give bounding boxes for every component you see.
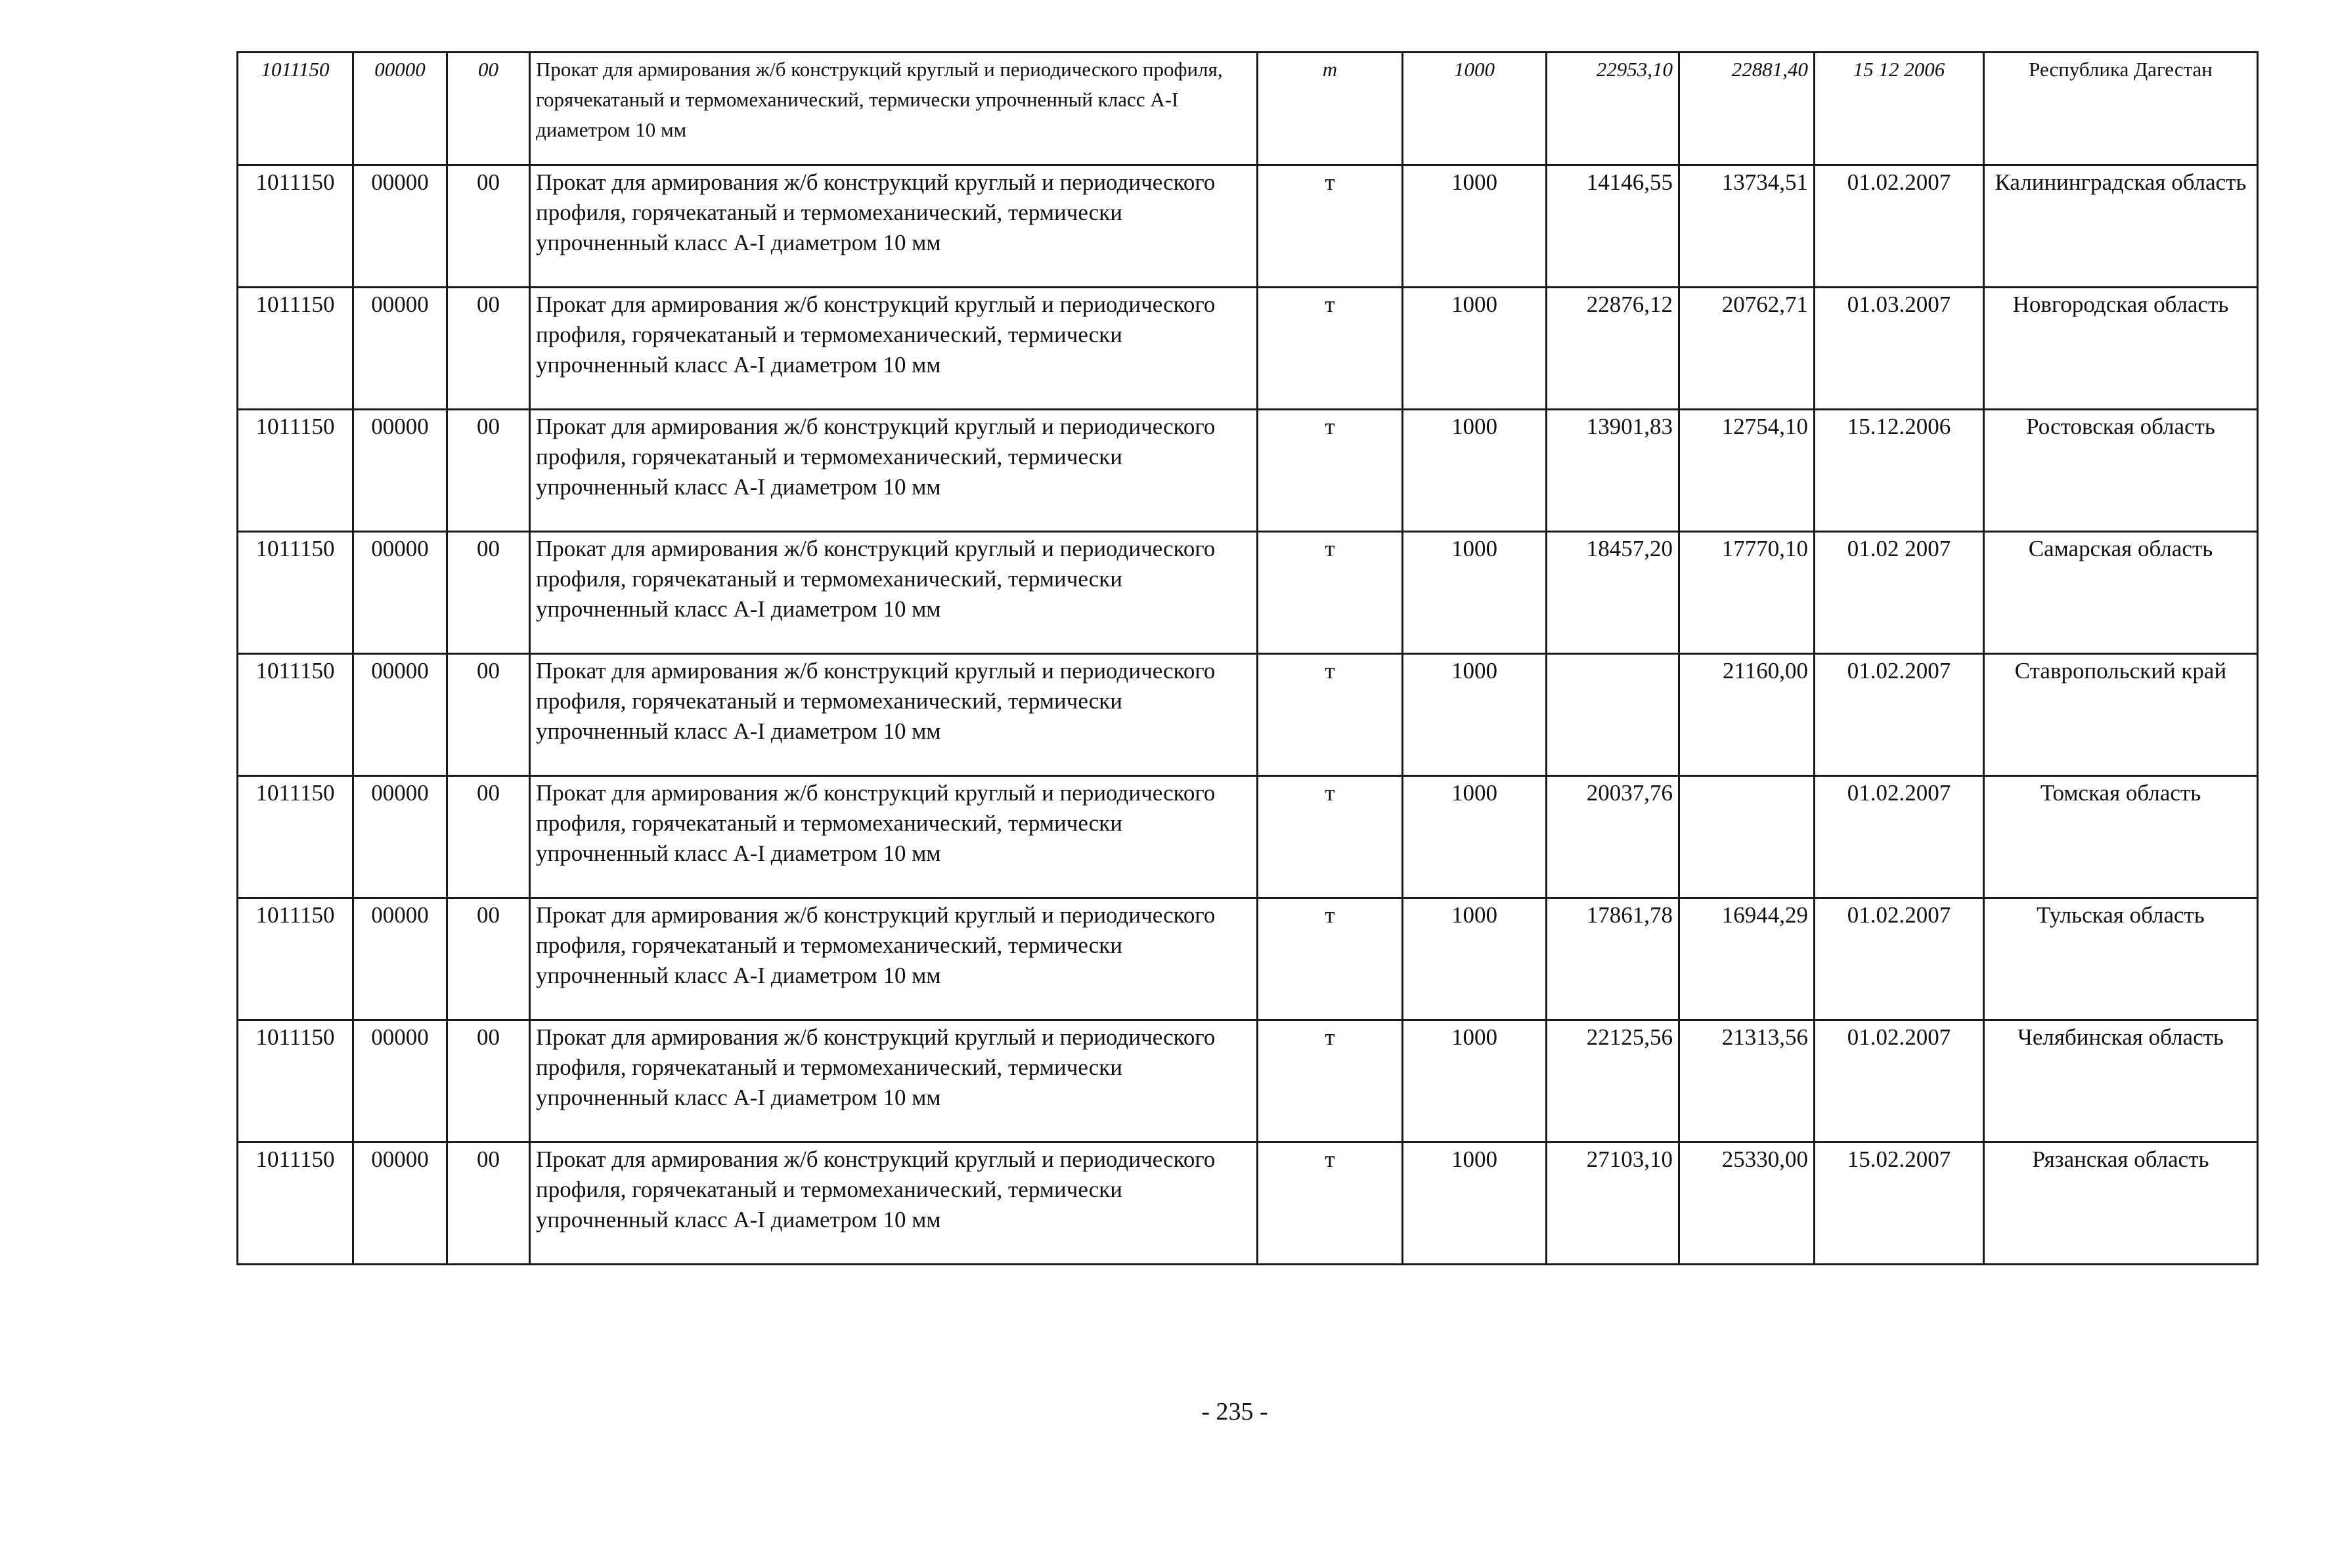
suffix-cell: 00 [447, 776, 530, 898]
quantity-cell: 1000 [1403, 165, 1547, 288]
price2-cell: 16944,29 [1679, 898, 1815, 1020]
price2-cell [1679, 776, 1815, 898]
code-cell: 1011150 [238, 1020, 353, 1143]
unit-cell: т [1258, 1020, 1403, 1143]
price2-cell: 13734,51 [1679, 165, 1815, 288]
date-cell: 01.02.2007 [1815, 165, 1984, 288]
description-cell: Прокат для армирования ж/б конструкций круглый и периодического профиля, горячекатаный и термомеханический, термически упрочненный класс А-I диаметром 10 мм [530, 410, 1258, 532]
code-cell: 1011150 [238, 776, 353, 898]
table-row [238, 776, 2258, 898]
suffix-cell: 00 [447, 410, 530, 532]
quantity-cell: 1000 [1403, 1143, 1547, 1265]
table-row [238, 288, 2258, 410]
code-cell: 1011150 [238, 532, 353, 654]
subcode-cell: 00000 [353, 1020, 447, 1143]
unit-cell: т [1258, 53, 1403, 165]
table-row [238, 1143, 2258, 1265]
region-cell: Томская область [1984, 776, 2258, 898]
table-row [238, 410, 2258, 532]
subcode-cell: 00000 [353, 165, 447, 288]
code-cell: 1011150 [238, 1143, 353, 1265]
region-cell: Рязанская область [1984, 1143, 2258, 1265]
price2-cell: 21160,00 [1679, 654, 1815, 776]
subcode-cell: 00000 [353, 53, 447, 165]
code-cell: 1011150 [238, 898, 353, 1020]
date-cell: 01.02.2007 [1815, 654, 1984, 776]
description-cell: Прокат для армирования ж/б конструкций круглый и периодического профиля, горячекатаный и термомеханический, термически упрочненный класс А-I диаметром 10 мм [530, 1143, 1258, 1265]
date-cell: 01.02.2007 [1815, 1020, 1984, 1143]
date-cell: 01.03.2007 [1815, 288, 1984, 410]
unit-cell: т [1258, 654, 1403, 776]
date-cell: 01.02.2007 [1815, 898, 1984, 1020]
region-cell: Калининградская область [1984, 165, 2258, 288]
price-table [236, 51, 2259, 1265]
price1-cell: 22125,56 [1547, 1020, 1679, 1143]
date-cell: 15 12 2006 [1815, 53, 1984, 165]
table-row [238, 654, 2258, 776]
suffix-cell: 00 [447, 165, 530, 288]
region-cell: Новгородская область [1984, 288, 2258, 410]
price2-cell: 20762,71 [1679, 288, 1815, 410]
price1-cell: 17861,78 [1547, 898, 1679, 1020]
price1-cell: 14146,55 [1547, 165, 1679, 288]
quantity-cell: 1000 [1403, 288, 1547, 410]
subcode-cell: 00000 [353, 532, 447, 654]
subcode-cell: 00000 [353, 288, 447, 410]
unit-cell: т [1258, 288, 1403, 410]
price1-cell: 27103,10 [1547, 1143, 1679, 1265]
price1-cell: 20037,76 [1547, 776, 1679, 898]
subcode-cell: 00000 [353, 1143, 447, 1265]
price1-cell: 22953,10 [1547, 53, 1679, 165]
price2-cell: 12754,10 [1679, 410, 1815, 532]
description-cell: Прокат для армирования ж/б конструкций круглый и периодического профиля, горячекатаный и термомеханический, термически упрочненный класс А-I диаметром 10 мм [530, 776, 1258, 898]
description-cell: Прокат для армирования ж/б конструкций круглый и периодического профиля, горячекатаный и термомеханический, термически упрочненный класс А-I диаметром 10 мм [530, 53, 1258, 165]
quantity-cell: 1000 [1403, 53, 1547, 165]
price2-cell: 21313,56 [1679, 1020, 1815, 1143]
description-cell: Прокат для армирования ж/б конструкций круглый и периодического профиля, горячекатаный и термомеханический, термически упрочненный класс А-I диаметром 10 мм [530, 654, 1258, 776]
description-cell: Прокат для армирования ж/б конструкций круглый и периодического профиля, горячекатаный и термомеханический, термически упрочненный класс А-I диаметром 10 мм [530, 532, 1258, 654]
region-cell: Самарская область [1984, 532, 2258, 654]
region-cell: Ставропольский край [1984, 654, 2258, 776]
region-cell: Тульская область [1984, 898, 2258, 1020]
table-row [238, 1020, 2258, 1143]
code-cell: 1011150 [238, 410, 353, 532]
description-cell: Прокат для армирования ж/б конструкций круглый и периодического профиля, горячекатаный и термомеханический, термически упрочненный класс А-I диаметром 10 мм [530, 898, 1258, 1020]
table-row [238, 165, 2258, 288]
table-row [238, 53, 2258, 165]
subcode-cell: 00000 [353, 654, 447, 776]
date-cell: 01.02 2007 [1815, 532, 1984, 654]
region-cell: Ростовская область [1984, 410, 2258, 532]
page-number: - 235 - [1201, 1398, 1268, 1426]
date-cell: 15.02.2007 [1815, 1143, 1984, 1265]
table-row [238, 898, 2258, 1020]
table-row [238, 532, 2258, 654]
suffix-cell: 00 [447, 654, 530, 776]
subcode-cell: 00000 [353, 776, 447, 898]
description-cell: Прокат для армирования ж/б конструкций круглый и периодического профиля, горячекатаный и термомеханический, термически упрочненный класс А-I диаметром 10 мм [530, 1020, 1258, 1143]
suffix-cell: 00 [447, 288, 530, 410]
quantity-cell: 1000 [1403, 776, 1547, 898]
quantity-cell: 1000 [1403, 1020, 1547, 1143]
quantity-cell: 1000 [1403, 532, 1547, 654]
unit-cell: т [1258, 165, 1403, 288]
suffix-cell: 00 [447, 1143, 530, 1265]
price2-cell: 25330,00 [1679, 1143, 1815, 1265]
price1-cell: 13901,83 [1547, 410, 1679, 532]
quantity-cell: 1000 [1403, 898, 1547, 1020]
unit-cell: т [1258, 532, 1403, 654]
region-cell: Челябинская область [1984, 1020, 2258, 1143]
price1-cell: 22876,12 [1547, 288, 1679, 410]
unit-cell: т [1258, 776, 1403, 898]
subcode-cell: 00000 [353, 410, 447, 532]
subcode-cell: 00000 [353, 898, 447, 1020]
price1-cell [1547, 654, 1679, 776]
unit-cell: т [1258, 410, 1403, 532]
code-cell: 1011150 [238, 654, 353, 776]
suffix-cell: 00 [447, 1020, 530, 1143]
code-cell: 1011150 [238, 288, 353, 410]
code-cell: 1011150 [238, 165, 353, 288]
unit-cell: т [1258, 1143, 1403, 1265]
price1-cell: 18457,20 [1547, 532, 1679, 654]
region-cell: Республика Дагестан [1984, 53, 2258, 165]
quantity-cell: 1000 [1403, 410, 1547, 532]
unit-cell: т [1258, 898, 1403, 1020]
quantity-cell: 1000 [1403, 654, 1547, 776]
date-cell: 15.12.2006 [1815, 410, 1984, 532]
description-cell: Прокат для армирования ж/б конструкций круглый и периодического профиля, горячекатаный и термомеханический, термически упрочненный класс А-I диаметром 10 мм [530, 165, 1258, 288]
suffix-cell: 00 [447, 53, 530, 165]
description-cell: Прокат для армирования ж/б конструкций круглый и периодического профиля, горячекатаный и термомеханический, термически упрочненный класс А-I диаметром 10 мм [530, 288, 1258, 410]
suffix-cell: 00 [447, 532, 530, 654]
price2-cell: 22881,40 [1679, 53, 1815, 165]
date-cell: 01.02.2007 [1815, 776, 1984, 898]
price2-cell: 17770,10 [1679, 532, 1815, 654]
code-cell: 1011150 [238, 53, 353, 165]
suffix-cell: 00 [447, 898, 530, 1020]
